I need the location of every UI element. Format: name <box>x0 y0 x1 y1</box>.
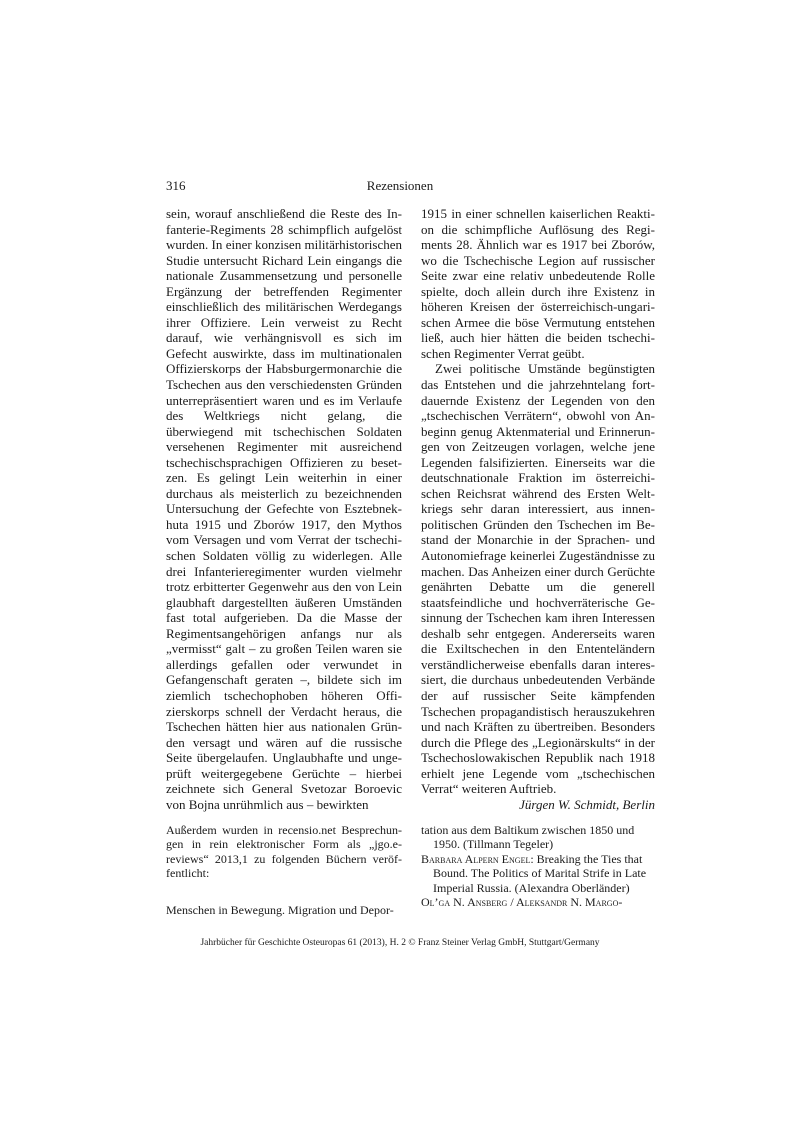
notes-item-2-rest: : Breaking the Ties that Bound. The Politics of Marital Strife in Late Imperial Russia. (Alexandra Oberländer) <box>433 851 647 895</box>
notes-item-1-start: Menschen in Bewegung. Migration und Depor- <box>166 902 394 917</box>
notes-right-column <box>421 823 655 909</box>
right-column <box>421 206 655 812</box>
notes-left-column <box>166 823 402 917</box>
right-paragraph-1: 1915 in einer schnellen kaiserlichen Reaktion die schimpfliche Auflösung des Regiments 28. Ähnlich war es 1917 bei Zborów, wo die Tschechische Legion auf russischer Seite zwar eine relativ unbedeutende Rolle spielte, doch allein durch ihre Existenz in höheren Kreisen der österreichisch-ungarischen Armee die böse Vermutung entstehen ließ, auch hier hätten die beiden tschechischen Regimenter Verrat geübt. <box>421 206 655 361</box>
page-footer: Jahrbücher für Geschichte Osteuropas 61 (2013), H. 2 © Franz Steiner Verlag GmbH, Stuttgart/Germany <box>200 938 600 948</box>
right-paragraph-2: Zwei politische Umstände begünstigten das Entstehen und die jahrzehntelang fortdauernde Existenz der Legenden von den „tschechischen Verrätern“, obwohl von Anbeginn genug Aktenmaterial und Erinnerungen von Zeitzeugen vorlagen, welche jene Legenden falsifizierten. Einerseits war die deutschnationale Fraktion im österreichischen Reichsrat während des Ersten Weltkriegs sehr daran interessiert, aus innenpolitischen Gründen den Tschechen im Bestand der Monarchie in der Sprachen- und Autonomiefrage keinerlei Zugeständnisse zu machen. Das Anheizen einer durch Gerüchte genährten Debatte um die generell staatsfeindliche und hochverräterische Gesinnung der Tschechen kam ihren Interessen deshalb sehr entgegen. Andererseits waren die Exiltschechen in den Ententeländern verständlicherweise ebenfalls daran interessiert, die durchaus unbedeutenden Verbände der auf russischer Seite kämpfenden Tschechen propagandistisch herauszukehren und nach Kräften zu übertreiben. Besonders durch die Pflege des „Legionärskults“ in der Tschechoslowakischen Republik nach 1918 erhielt jene Legende vom „tschechischen Verrat“ weiteren Auftrieb. <box>421 361 655 797</box>
notes-item-3-start: Ol’ga N. Ansberg / Aleksandr N. Margo- <box>421 895 623 910</box>
running-head: Rezensionen <box>366 178 434 193</box>
page-header <box>166 178 634 198</box>
notes-item-2 <box>421 852 655 895</box>
left-column <box>166 206 402 812</box>
review-signature: Jürgen W. Schmidt, Berlin <box>519 796 655 812</box>
left-paragraph: sein, worauf anschließend die Reste des Infanterie-Regiments 28 schimpflich aufgelöst wurden. In einer konzisen militärhistorischen Studie untersucht Richard Lein eingangs die nationale Zusammensetzung und personelle Ergänzung der betreffenden Regimenter einschließlich des militärischen Werdegangs ihrer Offiziere. Lein verweist zu Recht darauf, wie verhängnisvoll es sich im Gefecht auswirkte, dass im multinationalen Offizierskorps der Habsburgermonarchie die Tschechen aus den verschiedensten Gründen unterrepräsentiert waren und es im Verlaufe des Weltkriegs nicht gelang, die überwiegend mit tschechischen Soldaten versehenen Regimenter mit ausreichend tschechischsprachigen Offizieren zu besetzen. Es gelingt Lein weiterhin in einer durchaus als meisterlich zu bezeichnenden Untersuchung der Gefechte von Esztebnekhuta 1915 und Zborów 1917, den Mythos vom Versagen und vom Verrat der tschechischen Soldaten völlig zu widerlegen. Alle drei Infanterieregimenter wurden vielmehr trotz erbitterter Gegenwehr aus den von Lein glaubhaft dargestellten äußeren Umständen fast total aufgerieben. Da die Masse der Regimentsangehörigen anfangs nur als „vermisst“ galt – zu großen Teilen waren sie allerdings gefallen oder verwundet in Gefangenschaft geraten –, bildete sich im ziemlich tschechophoben höheren Offizierskorps schnell der Verdacht heraus, die Tschechen hätten hier aus nationalen Gründen versagt und wären auf die russische Seite übergelaufen. Unglaubhafte und ungeprüft weitergegebene Gerüchte – hierbei zeichnete sich General Svetozar Boroevic von Bojna unrühmlich aus – bewirkten <box>166 206 402 812</box>
notes-item-1-end: tation aus dem Baltikum zwischen 1850 und 1950. (Tillmann Tegeler) <box>421 823 635 852</box>
notes-intro: Außerdem wurden in recensio.net Besprechungen in rein elektronischer Form als „jgo.e-reviews“ 2013,1 zu folgenden Büchern veröffentlicht: <box>166 823 402 881</box>
notes-item-2-author: Barbara Alpern Engel <box>421 851 531 866</box>
page-number: 316 <box>166 178 186 193</box>
